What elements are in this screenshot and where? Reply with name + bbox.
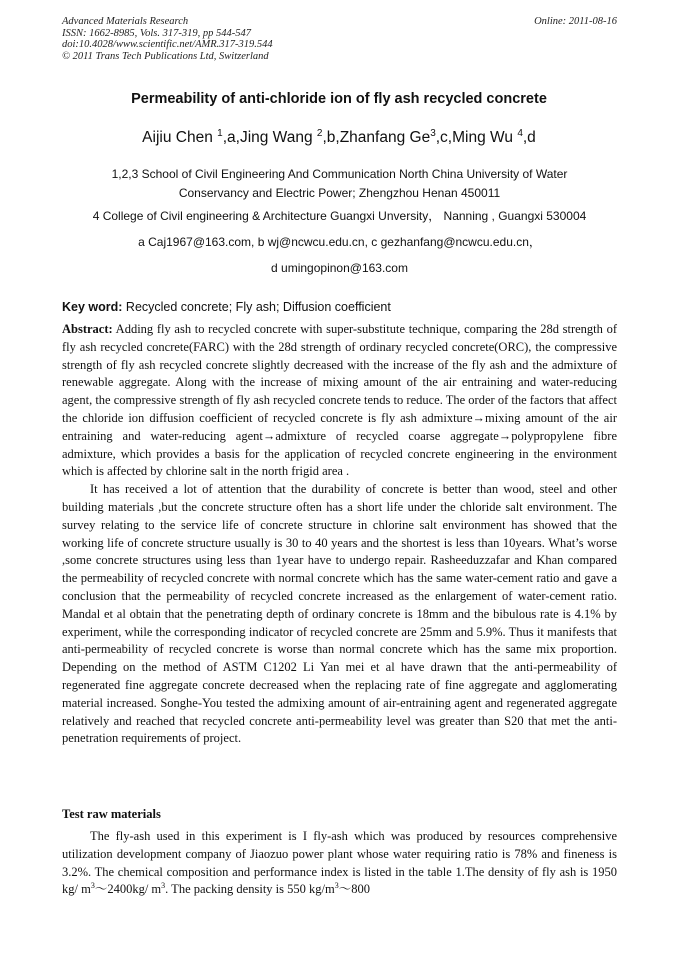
author-name: Zhanfang Ge [339, 129, 431, 146]
section-paragraph [62, 828, 617, 899]
keywords-label: Key word: [62, 300, 123, 314]
section-text: ～800 [338, 882, 370, 897]
author-sep: ,d [522, 129, 536, 146]
author-name: Aijiu Chen [142, 129, 218, 146]
online-date: Online: 2011-08-16 [534, 16, 617, 27]
affiliation-line: Conservancy and Electric Power; Zhengzhou Henan 450011 [178, 186, 501, 200]
journal-doi: doi:10.4028/www.scientific.net/AMR.317-319.544 [62, 39, 273, 50]
author-list [0, 129, 678, 147]
abstract-block [62, 321, 617, 748]
section-body [62, 828, 617, 899]
journal-name: Advanced Materials Research [62, 16, 189, 27]
section-text: ～2400kg/ m [94, 882, 162, 897]
author-emails-cont: d umingopinon@163.com [271, 261, 408, 275]
author-emails: a Caj1967@163.com, b wj@ncwcu.edu.cn, c gezhanfang@ncwcu.edu.cn， [138, 235, 541, 249]
section-text: . The packing density is 550 kg/m [165, 882, 335, 897]
author-affil-mark: 2 [316, 128, 323, 139]
superscript: 3 [334, 881, 339, 891]
author-affil-mark: 3 [430, 128, 436, 139]
author-sep: ,a, [222, 129, 240, 146]
keywords-text: Recycled concrete; Fly ash; Diffusion coefficient [122, 300, 391, 314]
abstract-label: Abstract: [62, 322, 113, 336]
journal-issn: ISSN: 1662-8985, Vols. 317-319, pp 544-547 [62, 27, 251, 39]
affiliation-2: 4 College of Civil engineering & Architecture Guangxi Unversity， Nanning , Guangxi 530004 [92, 209, 587, 223]
paper-title: Permeability of anti-chloride ion of fly ash recycled concrete [131, 91, 547, 107]
intro-paragraph: It has received a lot of attention that the durability of concrete is better than wood, steel and other building materials ,but the concrete structure often has a short life under the chloride salt environment. The survey relating to the service life of concrete structure in chlorine salt environment has showed that the working life of concrete structure usually is 30 to 40 years and the shortest is less than 10years. What’s worse ,some concrete structures using less than 1year have to undergo repair. Rasheeduzzafar and Khan compared the permeability of recycled concrete with normal concrete which has the same water-cement ratio and gave a conclusion that the permeability of recycled concrete increased as the enlargement of water-cement ratio. Mandal et al obtain that the penetrating depth of ordinary concrete is 18mm and the bibulous rate is 4.1% by experiment, while the corresponding indicator of recycled concrete are 25mm and 5.9%. Thus it manifests that anti-permeability of recycled concrete is worse than normal concrete which has the same mix proportion. Depending on the method of ASTM C1202 Li Yan mei et al have drawn that the anti-permeability of regenerated fine aggregate concrete decreased when the replacing rate of fine aggregate and agglomerating material increased. Songhe-You tested the admixing amount of air-entraining agent and regenerated aggregate relatively and reached that recycled concrete anti-permeability level was greater than S20 that met the anti-penetration requirements of project. [62, 482, 617, 746]
keywords [62, 300, 617, 314]
author-affil-mark: 1 [217, 128, 223, 139]
superscript: 3 [90, 881, 95, 891]
abstract-text: Adding fly ash to recycled concrete with super-substitute technique, comparing the 28d strength of fly ash recycled concrete(FARC) with the 28d strength of ordinary recycled concrete(ORC), the compressive strength of fly ash recycled concrete slightly decreased with the increase of the fly ash and the admixture of renewable aggregate. Along with the increase of mixing amount of the air entraining and water-reducing agent, the compressive strength of fly ash recycled concrete tends to reduce. The order of the factors that affect the chloride ion diffusion coefficient of recycled concrete is fly ash admixture→mixing amount of the air entraining and water-reducing agent→admixture of recycled coarse aggregate→polypropylene fibre admixture, which provides a basis for the application of recycled concrete engineering in the environment which is affected by chlorine salt in the north frigid area . [62, 322, 617, 479]
author-name: Ming Wu [452, 129, 518, 146]
journal-header [62, 16, 617, 62]
author-affil-mark: 4 [517, 128, 523, 139]
affiliation-line: 1,2,3 School of Civil Engineering And Communication North China University of Water [111, 167, 568, 181]
author-sep: ,b, [322, 129, 340, 146]
section-heading: Test raw materials [62, 807, 161, 821]
author-sep: ,c, [435, 129, 453, 146]
author-name: Jing Wang [239, 129, 317, 146]
superscript: 3 [161, 881, 166, 891]
section-text: The fly-ash used in this experiment is I fly-ash which was produced by resources comprehensive utilization development company of Jiaozuo power plant whose water requiring ratio is 78% and fineness is 3.2%. The chemical composition and performance index is listed in the table 1.The density of fly ash is 1950 kg/ m [62, 829, 617, 897]
affiliation-1 [62, 165, 617, 203]
abstract-paragraph [62, 321, 617, 481]
journal-copyright: © 2011 Trans Tech Publications Ltd, Switzerland [62, 50, 269, 62]
